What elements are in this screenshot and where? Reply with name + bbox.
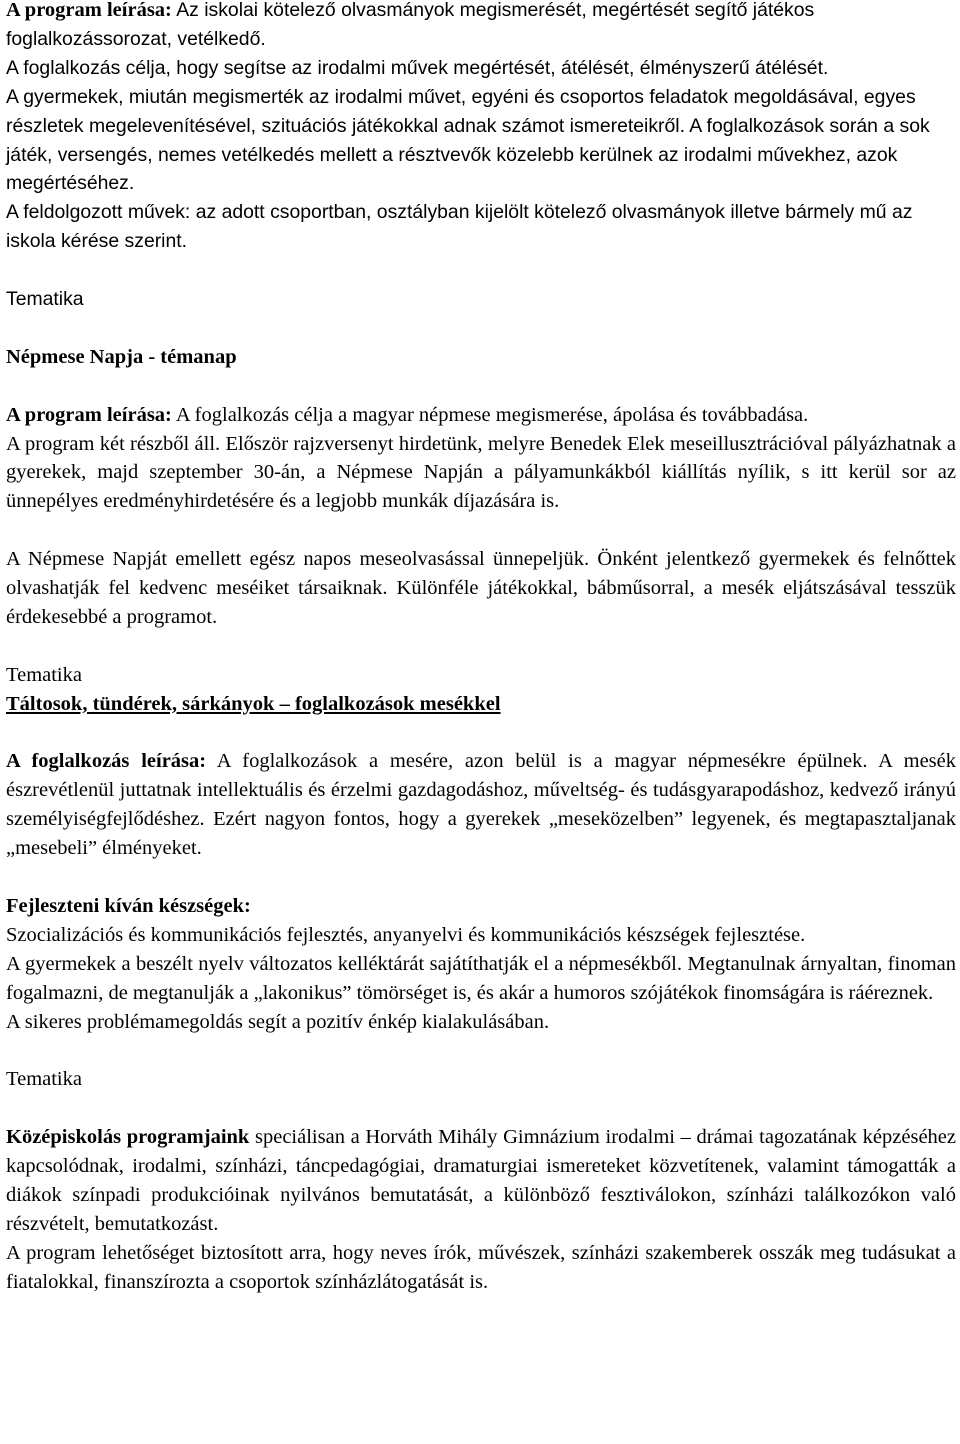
sec3-skill-1: Szocializációs és kommunikációs fejlesztés, anyanyelvi és kommunikációs készségek fejlesztése. bbox=[6, 923, 806, 946]
sec2-description bbox=[6, 401, 956, 430]
sec4-paragraph-1 bbox=[6, 1123, 956, 1239]
document-page bbox=[6, 0, 956, 1297]
sec1-paragraph bbox=[6, 83, 956, 199]
sec4-title: Középiskolás programjaink bbox=[6, 1126, 250, 1149]
sec3-skills-title: Fejleszteni kíván készségek: bbox=[6, 894, 251, 917]
sec3-description-label: A foglalkozás leírása: bbox=[6, 750, 207, 773]
sec1-description-text: Az iskolai kötelező olvasmányok megismerését, megértését segítő játékos foglalkozássorozat, vetélkedő. bbox=[6, 0, 815, 50]
sec2-paragraph-1: A program két részből áll. Először rajzversenyt hirdetünk, melyre Benedek Elek meseillusztrációval pályázhatnak a gyerekek, majd szeptember 30-án, a Népmese Napján a pályamunkákból kiállítás nyílik, s itt kerül sor az ünnepélyes eredményhirdetésére és a legjobb munkák díjazására is. bbox=[6, 432, 956, 513]
sec2-tematika-label: Tematika bbox=[6, 288, 84, 311]
sec4-tematika-label: Tematika bbox=[6, 1068, 82, 1091]
sec3-title: Táltosok, tündérek, sárkányok – foglalkozások mesékkel bbox=[6, 692, 501, 715]
sec1-description-label: A program leírása: bbox=[6, 0, 172, 21]
sec1-paragraph-part2: A foglalkozások során a sok játék, versengés, nemes vetélkedés mellett a résztvevők közelebb kerülnek az irodalmi művekhez, azok megértéséhez. bbox=[6, 114, 930, 195]
sec1-description bbox=[6, 0, 956, 54]
sec4-paragraph-2: A program lehetőséget biztosított arra, hogy neves írók, művészek, színházi szakemberek osszák meg tudásukat a fiatalokkal, finanszírozta a csoportok színházlátogatását is. bbox=[6, 1241, 956, 1293]
sec2-title: Népmese Napja - témanap bbox=[6, 345, 237, 368]
sec3-description bbox=[6, 747, 956, 863]
sec3-skill-3: A sikeres problémamegoldás segít a pozitív énkép kialakulásában. bbox=[6, 1010, 550, 1033]
sec4-text: speciálisan a Horváth Mihály Gimnázium irodalmi – drámai tagozatának képzéséhez kapcsolódnak, irodalmi, színházi, táncpedagógiai, dramaturgiai ismereteket közvetítenek, valamint támogatták a diákok színpadi produkcióinak nyilvános bemutatását, a különböző fesztiválokon, színházi találkozókon való részvételt, bemutatkozást. bbox=[6, 1126, 957, 1235]
sec2-paragraph-2: A Népmese Napját emellett egész napos meseolvasással ünnepeljük. Önként jelentkező gyermekek és felnőttek olvashatják fel kedvenc meséiket társaiknak. Különféle játékokkal, bábműsorral, a mesék eljátszásával tesszük érdekesebbé a programot. bbox=[6, 548, 956, 628]
sec2-description-text: A foglalkozás célja a magyar népmese megismerése, ápolása és továbbadása. bbox=[171, 403, 809, 426]
sec3-skill-2: A gyermekek a beszélt nyelv változatos kelléktárát sajátíthatják el a népmesékből. Megtanulnak árnyaltan, finoman fogalmazni, de megtanulják a „lakonikus” tömörséget is, és akár a humoros szójátékok finomságára is ráéreznek. bbox=[6, 952, 956, 1004]
sec2-description-label: A program leírása: bbox=[6, 403, 172, 426]
sec1-works: A feldolgozott művek: az adott csoportban, osztályban kijelölt kötelező olvasmányok illetve bármely mű az iskola kérése szerint. bbox=[6, 201, 913, 253]
sec1-paragraph-part1: A gyermekek, miután megismerték az irodalmi művet, egyéni és csoportos feladatok megoldásával, egyes részletek megelevenítésével, szituációs játékokkal adnak számot ismereteikről. bbox=[6, 85, 916, 137]
sec3-description-text: A foglalkozások a mesére, azon belül is a magyar népmesékre épülnek. A mesék észrevétlenül juttatnak intellektuális és érzelmi gazdagodáshoz, műveltség- és tudásgyarapodáshoz, kedvező irányú személyiségfejlődéshez. Ezért nagyon fontos, hogy a gyerekek „meseközelben” legyenek, és megtapasztaljanak „mesebeli” élményeket. bbox=[6, 750, 957, 860]
sec1-goal: A foglalkozás célja, hogy segítse az irodalmi művek megértését, átélését, élményszerű átélését. bbox=[6, 56, 829, 79]
sec3-tematika-label: Tematika bbox=[6, 663, 82, 686]
